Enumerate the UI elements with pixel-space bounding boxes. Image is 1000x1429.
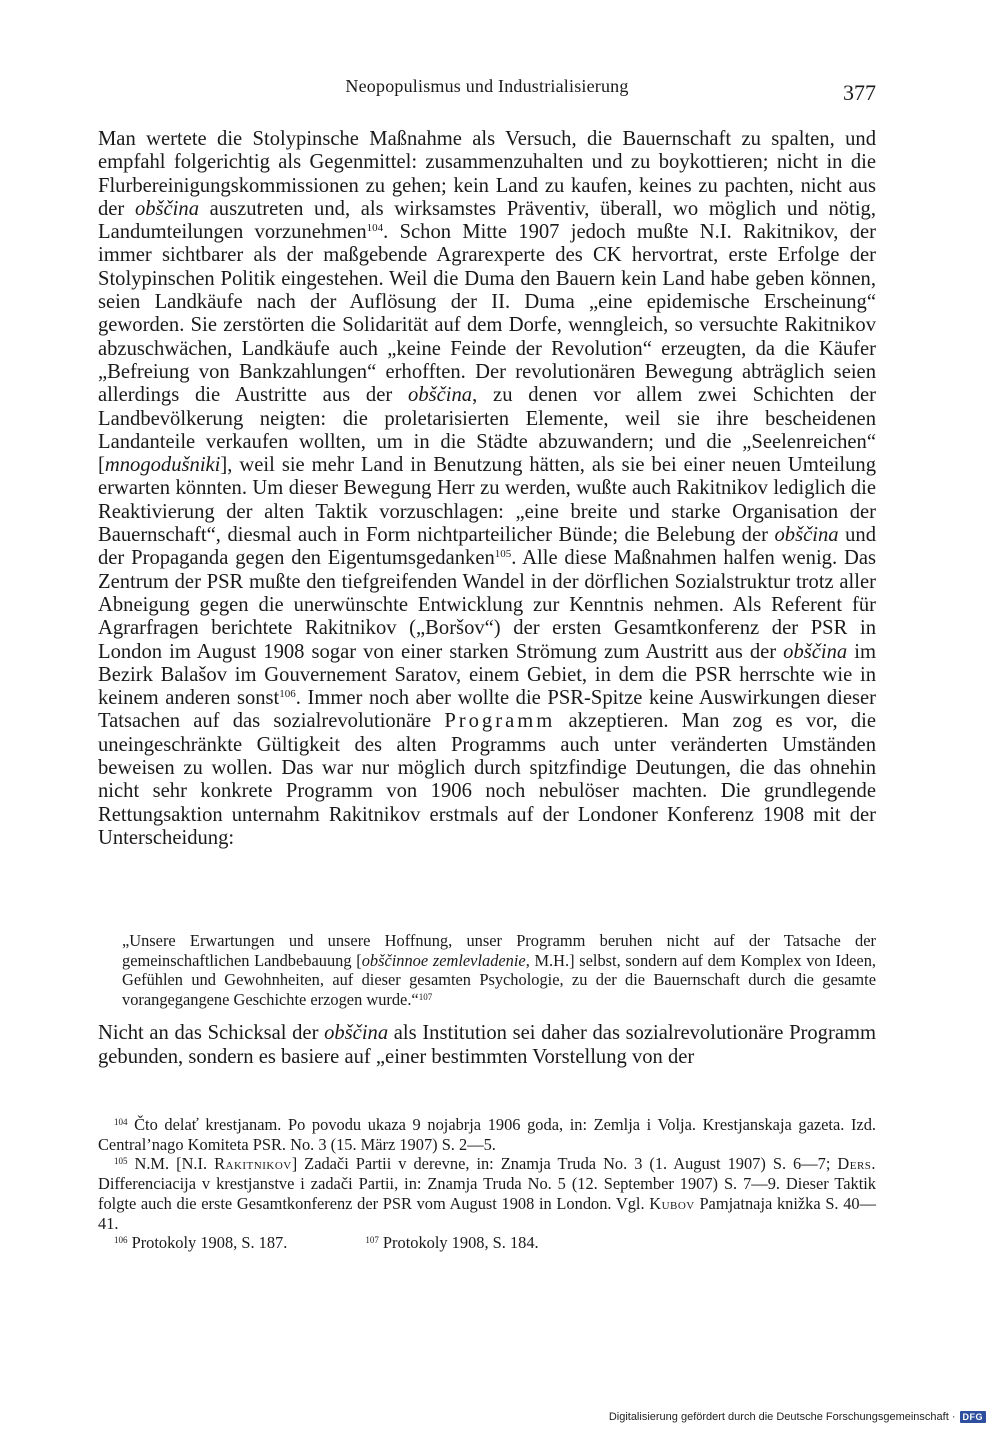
text-run: , zu denen vor allem zwei Schichten der Landbevölkerung neigten: die proletarisierten Elemente, weil sie ihre bescheidenen Landanteile verkaufen wollten, um in die Städte abzuwandern; und die „Seelenreichen“ [	[98, 384, 876, 477]
quote-run: , M.H.] selbst, sondern auf dem Komplex von Ideen, Gefühlen und Gewohnheiten, auf dieser gesamten Psychologie, zu der die Bauernschaft durch die gesamte vorangegangene Geschichte erzogen wurde.“	[122, 950, 876, 1009]
italic-term: obščina	[324, 1022, 389, 1044]
quote-run: „Unsere Erwartungen und unsere Hoffnung, unser Programm beruhen nicht auf der Tatsache der gemeinschaftlichen Landbebauung [	[122, 931, 876, 970]
footnote-ref-107[interactable]: 107	[418, 991, 433, 1002]
italic-term: obščinnoe zemlevladenie	[361, 950, 526, 970]
page-header	[98, 76, 876, 106]
footnote-ref-105[interactable]: 105	[494, 548, 512, 561]
continuation-paragraph	[98, 1022, 876, 1069]
footnotes	[98, 1115, 876, 1253]
digitization-footer	[609, 1411, 986, 1423]
text-run: im Bezirk Balašov im Gouvernement Saratov, einem Gebiet, in dem die PSR herrschte wie in keinem anderen sonst	[98, 640, 877, 710]
author-name: Rakitnikov	[214, 1154, 292, 1174]
italic-term: obščina	[408, 384, 473, 407]
footnote-ref-106[interactable]: 106	[279, 688, 296, 701]
footnote-text: Protokoly 1908, S. 184.	[378, 1233, 539, 1253]
running-title: Neopopulismus und Industrialisierung	[345, 76, 629, 96]
footnote-number: 105	[114, 1156, 128, 1167]
footer-text: Digitalisierung gefördert durch die Deutsche Forschungsgemeinschaft ·	[608, 1411, 956, 1423]
footnote-text: N.M. [N.I.	[127, 1154, 215, 1174]
footnote-105	[98, 1154, 876, 1233]
footnote-text: Protokoly 1908, S. 187.	[127, 1233, 288, 1253]
text-run: . Schon Mitte 1907 jedoch mußte N.I. Rakitnikov, der immer sichtbarer als der maßgebende Agrarexperte des CK hervortrat, erste Erfolge der Stolypinschen Politik eingestehen. Weil die Duma den Bauern kein Land habe geben können, seien Landkäufe nach der Auflösung der II. Duma „eine epidemische Erscheinung“ geworden. Sie zerstörten die Solidarität auf dem Dorfe, wenngleich, so versuchte Rakitnikov abzuschwächen, Landkäufe auch „keine Feinde der Revolution“ erzeugten, da die Käufer „Befreiung von Bankzahlungen“ erhofften. Der revolutionären Bewegung abträglich seien allerdings die Austritte aus der	[98, 221, 876, 407]
footnote-106	[98, 1233, 287, 1253]
block-quote	[122, 931, 876, 1009]
text-run: und der Propaganda gegen den Eigentumsgedanken	[98, 524, 876, 570]
text-run: Man wertete die Stolypinsche Maßnahme als Versuch, die Bauernschaft zu spalten, und empfahl folgerichtig als Gegenmittel: zusammenzuhalten und zu boykottieren; nicht in die Flurbereinigungskommissionen zu gehen; kein Land zu kaufen, keines zu pachten, nicht aus der	[98, 128, 876, 220]
spaced-term: Programm	[444, 710, 556, 733]
italic-term: obščina	[134, 197, 200, 220]
italic-term: obščina	[783, 640, 848, 663]
footnote-text: Differenciacija v krestjanstve i zadači Partii, in: Znamja Truda No. 5 (12. September 1907) S. 7—9. Dieser Taktik folgte auch die erste Gesamtkonferenz der PSR vom August 1908 in London. Vgl.	[98, 1174, 876, 1213]
text-run: als Institution sei daher das sozialrevolutionäre Programm gebunden, sondern es basiere auf „einer bestimmten Vorstellung von der	[98, 1022, 877, 1068]
footnote-106-107-row	[98, 1233, 876, 1253]
footnote-number: 104	[114, 1117, 128, 1127]
footnote-text: Čto delať krestjanam. Po povodu ukaza 9 nojabrja 1906 goda, in: Zemlja i Volja. Krestjanskaja gazeta. Izd. Central’nago Komiteta PSR. No. 3 (15. März 1907) S. 2—5.	[98, 1115, 876, 1154]
text-run: ], weil sie mehr Land in Benutzung hätten, als sie bei einer neuen Umteilung erwarten könnten. Um dieser Bewegung Herr zu werden, wußte auch Rakitnikov lediglich die Reaktivierung der alten Taktik vorzuschlagen: „eine breite und starke Organisation der Bauernschaft“, diesmal auch in Form nichtparteilicher Bünde; die Belebung der	[98, 454, 876, 547]
text-run: Nicht an das Schicksal der	[98, 1022, 325, 1044]
footnote-ref-104[interactable]: 104	[366, 222, 384, 235]
footnote-number: 106	[114, 1235, 128, 1246]
text-run: . Immer noch aber wollte die PSR-Spitze keine Auswirkungen dieser Tatsachen auf das sozialrevolutionäre	[98, 687, 877, 733]
page-number: 377	[843, 80, 876, 105]
dfg-logo: DFG	[960, 1411, 987, 1423]
text-run: . Alle diese Maßnahmen halfen wenig. Das Zentrum der PSR mußte den tiefgreifenden Wandel in der dörflichen Sozialstruktur trotz aller Abneigung gegen die unerwünschte Entwicklung zur Kenntnis nehmen. Als Referent für Agrarfragen berichtete Rakitnikov („Boršov“) der ersten Gesamtkonferenz der PSR in London im August 1908 sogar von einer starken Strömung zum Austritt aus der	[98, 547, 876, 663]
author-name: Ders.	[837, 1154, 876, 1174]
footnote-107	[349, 1233, 538, 1253]
italic-term: obščina	[774, 524, 839, 547]
main-paragraph	[98, 128, 876, 850]
italic-term: mnogodušniki	[104, 454, 221, 477]
text-run: akzeptieren. Man zog es vor, die uneingeschränkte Gültigkeit des alten Programms auch unter veränderten Umständen beweisen zu wollen. Das war nur möglich durch spitzfindige Deutungen, die das ohnehin nicht sehr konkrete Programm von 1906 noch nebulöser machten. Die grundlegende Rettungsaktion unternahm Rakitnikov erstmals auf der Londoner Konferenz 1908 mit der Unterscheidung:	[98, 710, 876, 849]
author-name: Kubov	[649, 1193, 695, 1213]
footnote-text: Pamjatnaja knižka S. 40—41.	[98, 1193, 876, 1233]
text-run: auszutreten und, als wirksamstes Präventiv, überall, wo möglich und nötig, Landumteilungen vorzunehmen	[98, 197, 876, 244]
footnote-text: ] Zadači Partii v derevne, in: Znamja Truda No. 3 (1. August 1907) S. 6—7;	[291, 1154, 838, 1174]
footnote-104	[98, 1115, 876, 1154]
footnote-number: 107	[365, 1235, 379, 1246]
